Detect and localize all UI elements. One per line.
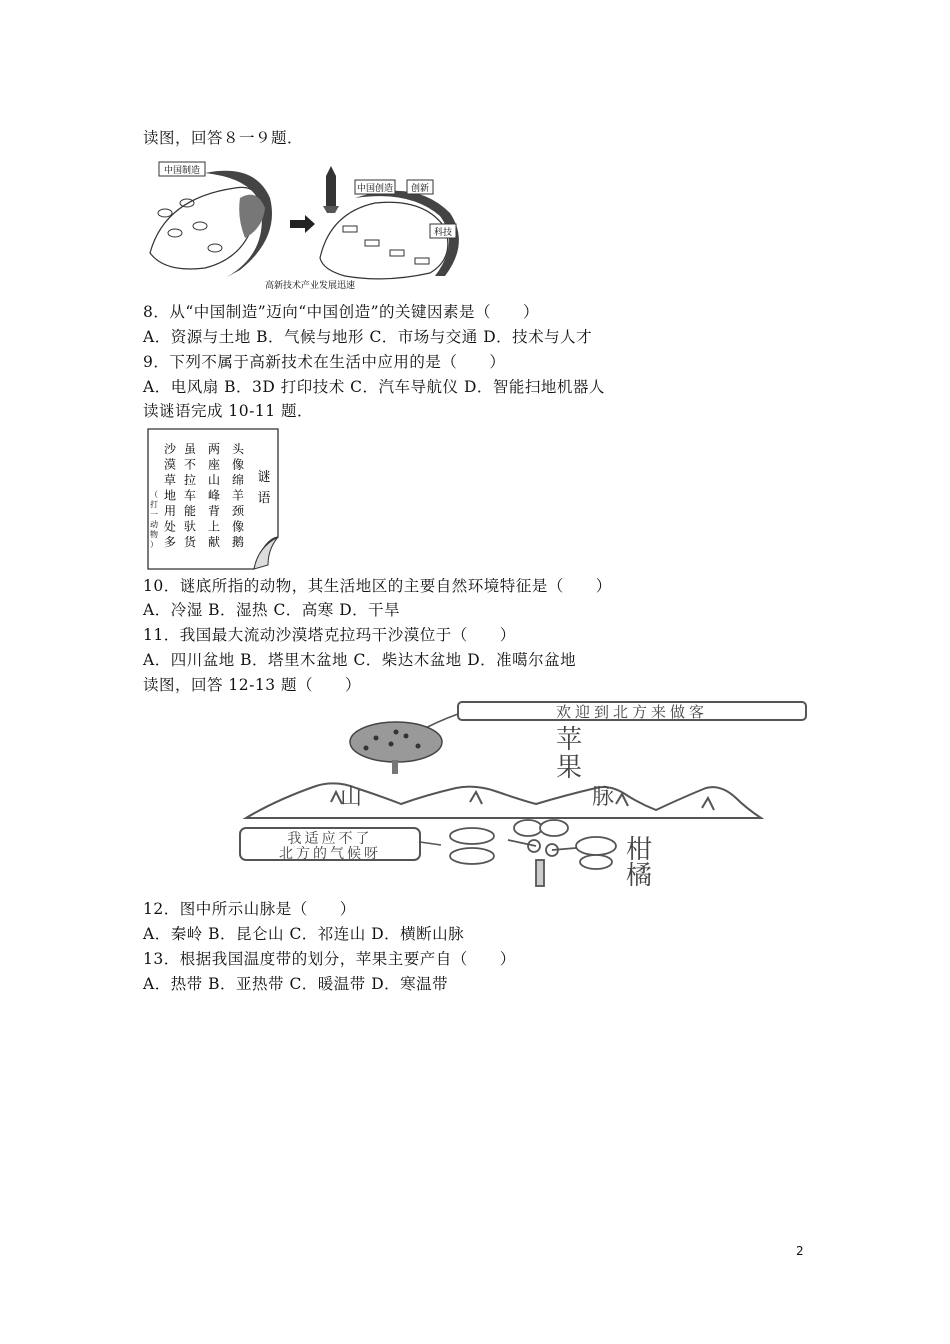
riddle-char: 草 [163,473,177,487]
riddle-char: 峰 [207,488,221,503]
question-11-options: A．四川盆地 B．塔里木盆地 C．柴达木盆地 D．准噶尔盆地 [143,651,577,669]
apple-tree-icon [350,722,442,774]
riddle-char: 上 [207,519,221,534]
riddle-char: 两 [207,442,221,456]
figure-riddle-card [146,427,282,573]
riddle-char: 驮 [183,519,197,534]
riddle-hint-char: 动 [150,520,158,529]
banner-welcome-north: 欢迎到北方来做客 [555,703,709,721]
arrow-icon [290,215,315,233]
riddle-char: 鹅 [231,535,245,549]
riddle-char: 车 [183,488,197,503]
figure-high-tech-industry [145,158,475,296]
question-13-options: A．热带 B．亚热带 C．暖温带 D．寒温带 [143,975,449,993]
riddle-hint-char: 打 [150,500,158,509]
figure-high-tech-illustration [145,158,475,296]
figure-caption: 高新技术产业发展迅速 [264,281,356,291]
riddle-hint-char: 一 [150,510,158,519]
question-9-options: A．电风扇 B．3D 打印技术 C．汽车导航仪 D．智能扫地机器人 [143,378,605,396]
riddle-card-frame [146,427,282,573]
riddle-char: 颈 [231,504,245,518]
riddle-char: 山 [207,473,221,487]
label-created-in-china: 中国创造 [356,184,394,194]
riddle-char: 用 [163,504,177,518]
riddle-char: 货 [183,535,197,549]
banner-cannot-adapt-line1: 我适应不了 [287,831,373,847]
orange-tree-icon [450,820,616,886]
riddle-hint [150,490,158,549]
riddle-char: 多 [163,535,177,549]
figure-mountain-north-south [236,700,810,896]
riddle-char: 羊 [231,488,245,503]
riddle-char: 绵 [231,473,245,487]
riddle-title-char-1: 谜 [257,470,271,485]
riddle-char: 不 [183,457,197,472]
riddle-char: 献 [207,535,221,549]
intro-riddle-10-11: 读谜语完成 10-11 题． [143,402,314,420]
mountain-label-right: 脉 [592,785,615,810]
question-9: 9．下列不属于高新技术在生活中应用的是（ ） [143,353,506,371]
riddle-char: 虽 [183,442,197,456]
intro-read-figure-12-13: 读图，回答 12-13 题（ ） [143,676,362,694]
riddle-char: 沙 [163,442,177,456]
orange-label-char-1: 柑 [626,835,653,865]
riddle-title-char-2: 语 [257,491,271,506]
riddle-char: 像 [231,519,245,534]
question-13: 13．根据我国温度带的划分，苹果主要产自（ ） [143,950,516,968]
apple-label-char-1: 苹 [556,725,583,755]
intro-read-figure-8-9: 读图，回答８一９题． [143,129,304,147]
rocket-icon [323,166,339,213]
riddle-char: 地 [163,488,177,503]
riddle-char: 座 [207,457,221,472]
riddle-char: 像 [231,457,245,472]
question-12: 12．图中所示山脉是（ ） [143,900,356,918]
riddle-char: 漠 [163,457,177,472]
label-made-in-china: 中国制造 [163,166,201,176]
riddle-char: 背 [207,504,221,518]
riddle-hint-char: （ [150,490,158,499]
riddle-char: 头 [231,442,245,456]
question-12-options: A．秦岭 B．昆仑山 C．祁连山 D．横断山脉 [143,925,465,943]
question-10-options: A．冷湿 B．湿热 C．高寒 D．干旱 [143,601,401,619]
question-10: 10．谜底所指的动物，其生活地区的主要自然环境特征是（ ） [143,577,612,595]
riddle-char: 处 [163,519,177,534]
banner-cannot-adapt-line2: 北方的气候呀 [279,846,381,862]
mountain-illustration [236,700,810,896]
orange-label-char-2: 橘 [626,861,653,891]
label-technology: 科技 [433,228,453,238]
mountain-label-left: 山 [340,785,363,810]
question-8-options: A．资源与土地 B．气候与地形 C．市场与交通 D．技术与人才 [143,328,593,346]
label-innovation: 创新 [410,184,430,194]
page-number: 2 [796,1244,804,1258]
riddle-hint-char: 物 [150,530,158,539]
question-11: 11．我国最大流动沙漠塔克拉玛干沙漠位于（ ） [143,626,516,644]
question-8: 8．从“中国制造”迈向“中国创造”的关键因素是（ ） [143,303,540,321]
apple-label-char-2: 果 [556,753,583,783]
riddle-char: 能 [183,504,197,518]
riddle-char: 拉 [183,473,197,487]
riddle-hint-char: ） [150,540,158,549]
